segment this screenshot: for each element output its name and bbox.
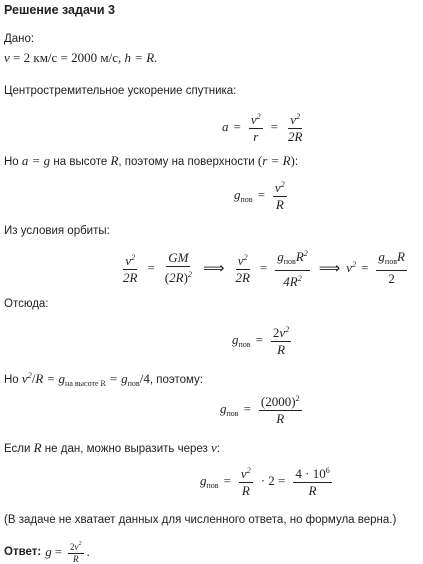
note-text: (В задаче не хватает данных для численного ответа, но формула верна.) (4, 514, 397, 526)
given-values: v = 2 км/с = 2000 м/с, h = R. (4, 50, 158, 65)
but-end: , поэтому на поверхности (118, 156, 255, 168)
given-v-symbol: v (4, 50, 10, 65)
if-word: Если (4, 443, 31, 455)
formula-g-hence: $g_{пов}$ = $\frac{2v^2}{R}$ (232, 325, 290, 357)
but2-text-line: Но $v^2/R = g_{на высоте}$ $_R = g_{пов}/4$, поэтому: (4, 371, 203, 388)
centripetal-text: Центростремительное ускорение спутника: (4, 85, 237, 97)
but-word: Но (4, 156, 19, 168)
orbit-text: Из условия орбиты: (4, 225, 110, 237)
sub-na-vysote: на высоте (65, 379, 99, 388)
formula-centripetal: a = $\frac{v^2}{r}$ = $\frac{v^2}{2R}$ (222, 112, 303, 144)
if-mid: не дан, можно выразить через (44, 443, 208, 455)
if-text-line: Если R не дан, можно выразить через v: (4, 440, 220, 455)
num-4e6: 4 · 10 (295, 466, 326, 481)
given-h: h = R. (124, 50, 158, 65)
but2-word: Но (4, 374, 19, 386)
but-mid: на высоте (53, 156, 108, 168)
answer-line: Ответ: g = $\frac{2v^2}{R}$ . (4, 541, 90, 564)
sub-pov: пов (240, 194, 253, 204)
given-label: Дано: (4, 33, 35, 45)
but2-end: , поэтому: (149, 374, 203, 386)
but-text-line: Но a = g на высоте R, поэтому на поверхности (r = R): (4, 153, 299, 168)
solution-heading: Решение задачи 3 (4, 3, 115, 17)
formula-g-final: $g_{пов}$ = $\frac{v^2}{R}$ · 2 = $\frac{4 \cdot 10^6}{R}$ (200, 466, 330, 498)
formula-g-2000: $g_{пов}$ = $\frac{(2000)^2}{R}$ (220, 394, 300, 426)
formula-orbit: $\frac{v^2}{2R}$ = $\frac{GM}{(2R)^2}$ ⟹ $\frac{v^2}{2R}$ = $\frac{g_{пов}R^2}{4R^2}$ ⟹ $v^2$ = $\frac{g_{пов}R}{2}$ (123, 249, 405, 289)
formula-g-surface: $g_{пов}$ = $\frac{v^2}{R}$ (234, 180, 285, 212)
given-v-value: 2 км/с = 2000 м/с, (23, 50, 122, 65)
hence-text: Отсюда: (4, 298, 49, 310)
answer-label: Ответ: (4, 546, 42, 558)
num-2000: (2000) (260, 394, 296, 409)
